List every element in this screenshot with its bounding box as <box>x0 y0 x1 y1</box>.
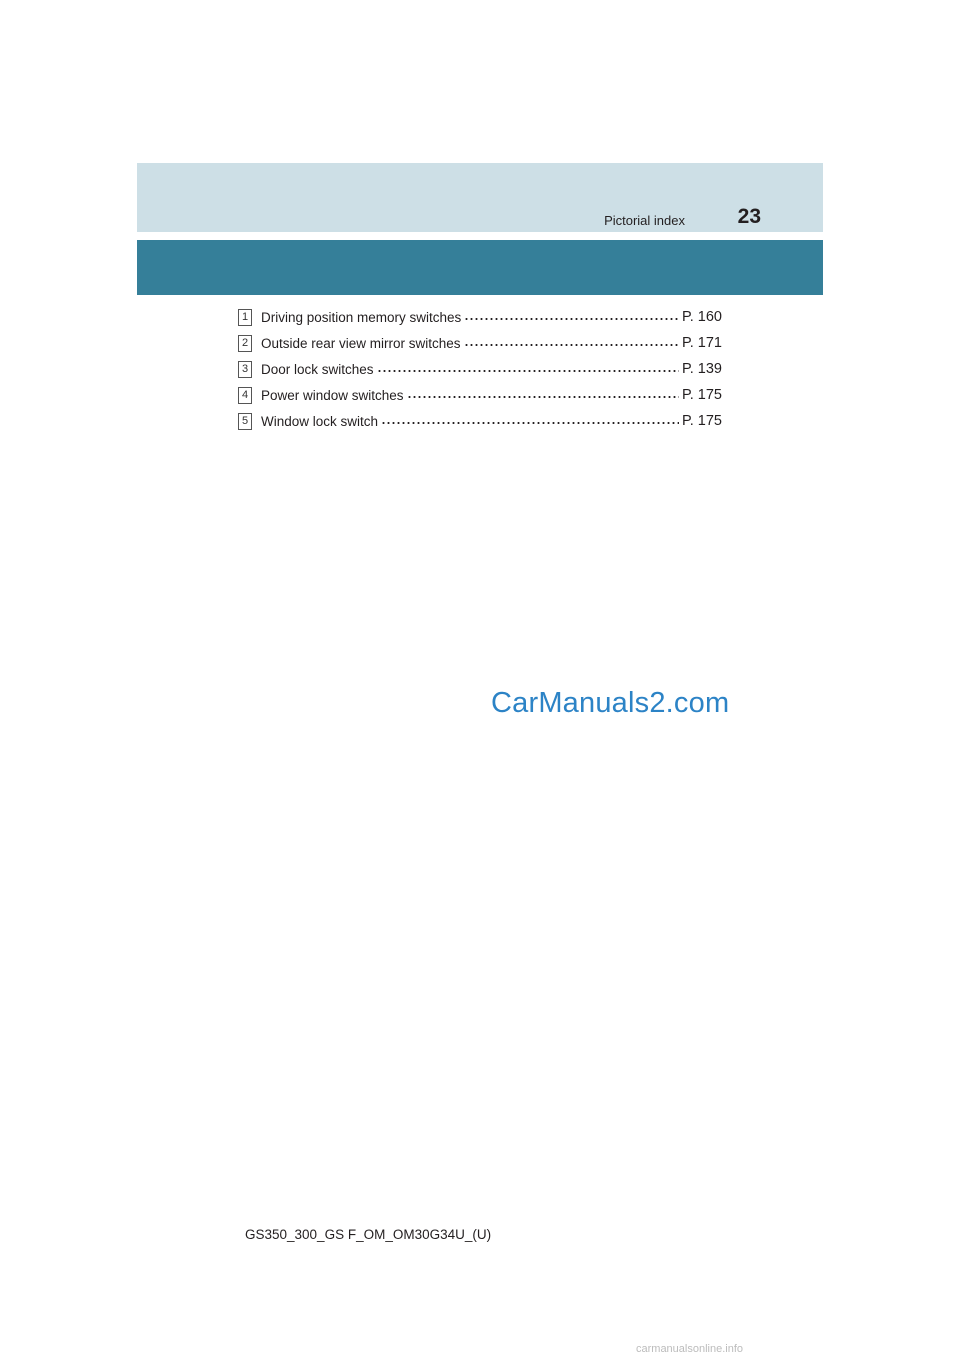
item-label: Window lock switch <box>261 413 379 429</box>
item-number: 3 <box>238 361 252 378</box>
page-reference[interactable]: P. 175 <box>681 413 722 429</box>
index-item-driving-position-memory-switches[interactable] <box>238 304 722 330</box>
item-label: Power window switches <box>261 387 404 403</box>
item-label: Door lock switches <box>261 361 374 377</box>
watermark-logo: CarManuals2.com <box>491 687 730 719</box>
dot-leader <box>464 341 679 348</box>
index-item-outside-rear-view-mirror-switches[interactable] <box>238 330 722 356</box>
item-number: 1 <box>238 309 252 326</box>
header-band <box>137 163 823 232</box>
item-label: Driving position memory switches <box>261 309 462 325</box>
manual-code: GS350_300_GS F_OM_OM30G34U_(U) <box>245 1227 492 1242</box>
index-item-door-lock-switches[interactable] <box>238 356 722 382</box>
index-list <box>238 304 722 434</box>
page-reference[interactable]: P. 139 <box>681 361 722 377</box>
dot-leader <box>464 315 679 322</box>
dot-leader <box>377 367 679 374</box>
footer-site-watermark: carmanualsonline.info <box>636 1343 744 1355</box>
section-title: Pictorial index <box>604 213 685 228</box>
index-item-power-window-switches[interactable] <box>238 382 722 408</box>
item-number: 5 <box>238 413 252 430</box>
page-reference[interactable]: P. 175 <box>681 387 722 403</box>
dot-leader <box>381 419 679 426</box>
index-item-window-lock-switch[interactable] <box>238 408 722 434</box>
page-reference[interactable]: P. 160 <box>681 309 722 325</box>
item-label: Outside rear view mirror switches <box>261 335 461 351</box>
page-reference[interactable]: P. 171 <box>681 335 722 351</box>
item-number: 4 <box>238 387 252 404</box>
dot-leader <box>407 393 679 400</box>
page-number: 23 <box>737 205 761 228</box>
header-bar <box>137 240 823 295</box>
item-number: 2 <box>238 335 252 352</box>
